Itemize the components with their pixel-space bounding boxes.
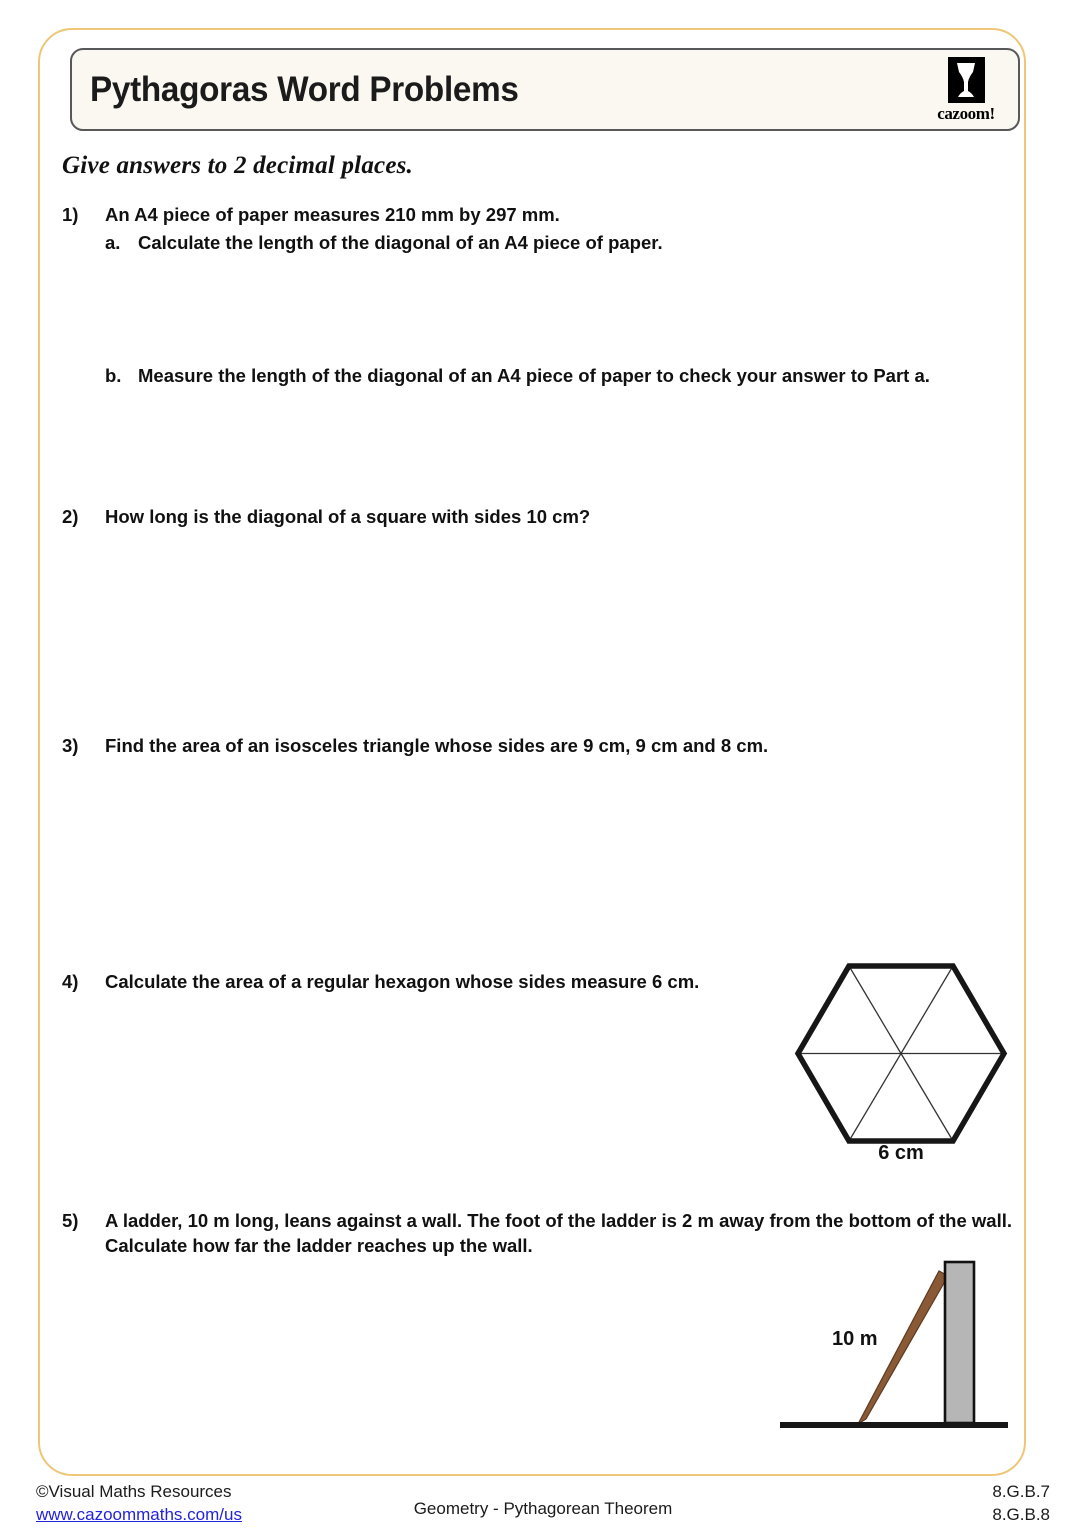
question-1-text: An A4 piece of paper measures 210 mm by 297 mm. — [105, 204, 560, 225]
ground-line — [780, 1422, 1008, 1428]
footer-copyright: ©Visual Maths Resources — [36, 1482, 232, 1501]
question-3 — [62, 734, 962, 759]
question-5-number: 5) — [62, 1210, 79, 1231]
question-2 — [62, 505, 962, 530]
question-1b-text: Measure the length of the diagonal of an A4 piece of paper to check your answer to Part a. — [138, 365, 930, 386]
question-1 — [62, 203, 962, 228]
question-1a — [105, 231, 985, 256]
standard-code-2: 8.G.B.8 — [992, 1504, 1050, 1524]
question-2-text: How long is the diagonal of a square with sides 10 cm? — [105, 506, 591, 527]
question-1b — [105, 364, 1025, 389]
hexagon-svg — [790, 962, 1012, 1147]
cazoom-logo — [928, 57, 1004, 122]
question-4-text: Calculate the area of a regular hexagon whose sides measure 6 cm. — [105, 971, 700, 992]
instructions-subtitle: Give answers to 2 decimal places. — [62, 152, 413, 179]
question-2-number: 2) — [62, 506, 79, 527]
hexagon-side-label: 6 cm — [878, 1142, 924, 1164]
footer-standards — [992, 1481, 1050, 1527]
goblet-shape — [951, 60, 981, 100]
footer-topic: Geometry - Pythagorean Theorem — [413, 1499, 673, 1518]
logo-wordmark: cazoom! — [937, 104, 995, 123]
page-title: Pythagoras Word Problems — [90, 69, 519, 109]
question-1b-label: b. — [105, 365, 122, 386]
question-3-number: 3) — [62, 735, 79, 756]
goblet-glyph-icon — [948, 57, 985, 103]
ladder-svg — [780, 1252, 1020, 1437]
footer-url-link[interactable]: www.cazoommaths.com/us — [36, 1504, 242, 1524]
page-footer — [0, 1481, 1086, 1536]
question-1a-text: Calculate the length of the diagonal of an A4 piece of paper. — [138, 232, 663, 253]
ladder-diagram — [780, 1252, 1020, 1437]
wall-rect — [945, 1262, 974, 1423]
question-5-text: A ladder, 10 m long, leans against a wall. The foot of the ladder is 2 m away from the bottom of the wall. Calculate how far the ladder reaches up the wall. — [105, 1210, 1013, 1256]
question-1-number: 1) — [62, 204, 79, 225]
question-1a-label: a. — [105, 232, 121, 253]
question-4-number: 4) — [62, 971, 79, 992]
standard-code-1: 8.G.B.7 — [992, 1482, 1050, 1501]
hexagon-inner-lines — [798, 966, 1004, 1141]
question-3-text: Find the area of an isosceles triangle whose sides are 9 cm, 9 cm and 8 cm. — [105, 735, 769, 756]
hexagon-diagram — [790, 962, 1012, 1184]
title-header-box — [70, 48, 1020, 131]
ladder-length-label: 10 m — [832, 1328, 878, 1350]
question-4 — [62, 970, 802, 995]
worksheet-content — [62, 152, 1024, 180]
